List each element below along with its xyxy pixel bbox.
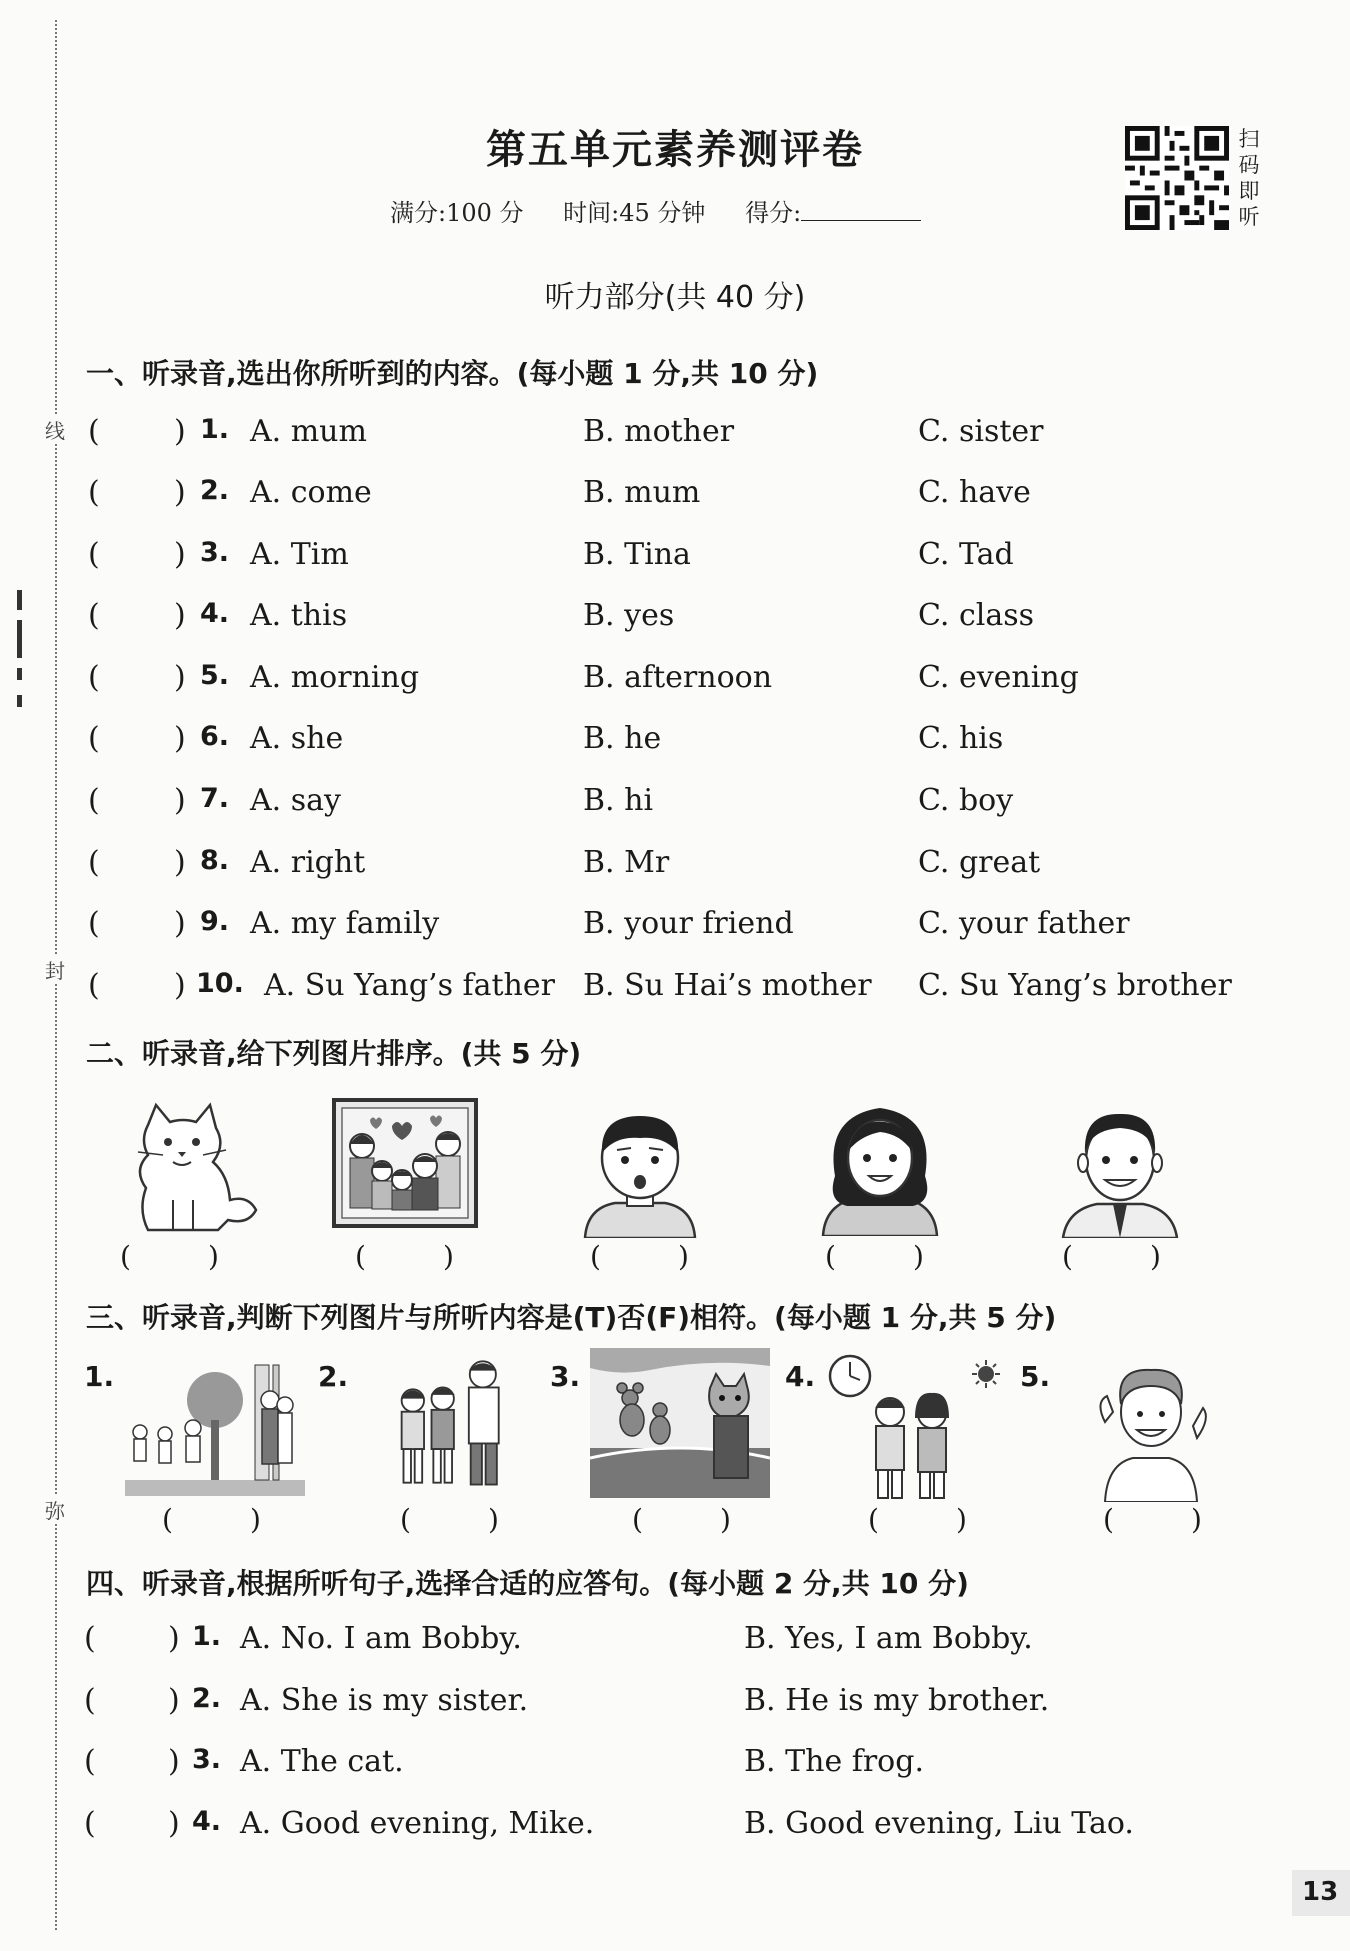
qr-label-char: 码 (1238, 153, 1260, 177)
section3-title: 三、听录音,判断下列图片与所听内容是(T)否(F)相符。(每小题 1 分,共 5 分) (86, 1301, 1057, 1334)
question-number: 1. (200, 414, 230, 445)
option-a: A. Good evening, Mike. (240, 1806, 595, 1841)
question-number: 3. (192, 1744, 222, 1775)
question-number: 4. (192, 1806, 222, 1837)
option-c: C. boy (918, 783, 1014, 818)
section2-title: 二、听录音,给下列图片排序。(共 5 分) (86, 1037, 582, 1070)
question-number: 10. (196, 968, 244, 999)
qr-code-icon[interactable] (1125, 126, 1229, 230)
option-b: B. mum (583, 475, 701, 510)
exam-page: 线 封 弥 第五单元素养测评卷 满分:100 分 时间:45 分钟 得分: 扫 码 即 听 听力部分(共 40 分) 一、听录音,选出你所听到的内容。(每小题 1 分,共 10 分) ( ) 1. A. mum B. mother C. sister ( ) 2. A. come B. mum C. have ( ) 3. A. Tim B. Tina C. Tad ( ) 4. A. this B. yes C. class ( ) 5. A. morning B. afternoon C. evening ( ) 6. A. she B. he C. his ( ) 7. A. say B. hi C. boy ( ) 8. A. right B. Mr C. great ( ) 9. A. my family B. your friend C. your father ( ) 10. A. Su Yang’s father B. Su Hai’s mother C. Su Yang’s brother 二、听录音,给下列图片排序。(共 5 分) ( ) ( ) ( ) ( ) ( ) 三、听录音,判断下列图片与所听内容是(T)否(F)相符。(每小题 1 分,共 5 分) 1. 2. 3. 4. 5. ( ) ( ) ( ) ( ) ( ) 四、听录音,根据所听句子,选择合适的应答句。(每小题 2 分,共 10 分) ( ) 1. A. No. I am Bobby. B. Yes, I am Bobby. ( ) 2. A. She is my sister. B. He is my brother. ( ) 3. A. The cat. B. The frog. ( ) 4. A. Good evening, Mike. B. Good evening, Liu Tao. 13 (0, 0, 1350, 1951)
option-b: B. He is my brother. (744, 1683, 1050, 1718)
cat-picture (118, 1100, 268, 1240)
option-a: A. come (250, 475, 372, 510)
family-photo-picture (330, 1096, 480, 1236)
option-a: A. mum (250, 414, 367, 449)
question-number: 7. (200, 783, 230, 814)
answer-blank[interactable]: ( ) (400, 1503, 499, 1536)
question-number: 3. (200, 537, 230, 568)
binding-mark (17, 668, 22, 680)
qr-label-char: 听 (1238, 205, 1260, 229)
option-a: A. this (250, 598, 348, 633)
answer-blank[interactable]: ( ) (1062, 1240, 1161, 1273)
option-a: A. say (250, 783, 341, 818)
option-c: C. have (918, 475, 1031, 510)
question-number: 4. (785, 1360, 816, 1393)
question-number: 4. (200, 598, 230, 629)
qr-label (1236, 126, 1262, 230)
qr-label-char: 扫 (1238, 127, 1260, 151)
option-a: A. my family (250, 906, 440, 941)
binding-char-xian: 线 (40, 415, 70, 444)
option-b: B. he (583, 721, 662, 756)
boy-picture (565, 1098, 715, 1238)
option-c: C. your father (918, 906, 1130, 941)
binding-char-mi: 弥 (40, 1495, 70, 1524)
option-c: C. Tad (918, 537, 1014, 572)
section4-title: 四、听录音,根据所听句子,选择合适的应答句。(每小题 2 分,共 10 分) (86, 1567, 969, 1600)
option-b: B. Good evening, Liu Tao. (744, 1806, 1134, 1841)
question-number: 5. (1020, 1360, 1051, 1393)
option-b: B. mother (583, 414, 735, 449)
option-c: C. his (918, 721, 1004, 756)
option-a: A. She is my sister. (240, 1683, 529, 1718)
answer-blank[interactable]: ( ) (590, 1240, 689, 1273)
option-c: C. Su Yang’s brother (918, 968, 1232, 1003)
option-a: A. Tim (250, 537, 349, 572)
section1-title: 一、听录音,选出你所听到的内容。(每小题 1 分,共 10 分) (86, 357, 819, 390)
answer-blank[interactable]: ( ) (355, 1240, 454, 1273)
option-a: A. No. I am Bobby. (240, 1621, 522, 1656)
option-b: B. The frog. (744, 1744, 924, 1779)
option-c: C. sister (918, 414, 1044, 449)
option-a: A. right (250, 845, 366, 880)
option-a: A. she (250, 721, 344, 756)
answer-blank[interactable]: ( ) (868, 1503, 967, 1536)
school-scene-picture (125, 1360, 305, 1500)
binding-mark (17, 695, 22, 707)
animals-scene-picture (590, 1348, 770, 1498)
three-people-picture (380, 1352, 525, 1492)
waving-boy-picture (1085, 1352, 1215, 1502)
man-picture (1045, 1098, 1195, 1238)
question-number: 8. (200, 845, 230, 876)
option-b: B. yes (583, 598, 675, 633)
option-c: C. evening (918, 660, 1079, 695)
option-b: B. afternoon (583, 660, 773, 695)
question-number: 2. (192, 1683, 222, 1714)
answer-blank[interactable]: ( ) (120, 1240, 219, 1273)
question-number: 3. (550, 1360, 581, 1393)
answer-blank[interactable]: ( ) (632, 1503, 731, 1536)
question-number: 2. (200, 475, 230, 506)
option-b: B. hi (583, 783, 654, 818)
answer-blank[interactable]: ( ) (1103, 1503, 1202, 1536)
question-number: 1. (192, 1621, 222, 1652)
option-b: B. Mr (583, 845, 670, 880)
clock-kids-picture (820, 1352, 980, 1502)
question-number: 1. (84, 1360, 115, 1393)
binding-mark (17, 590, 22, 610)
option-c: C. class (918, 598, 1035, 633)
qr-label-char: 即 (1238, 179, 1260, 203)
answer-blank[interactable]: ( ) (825, 1240, 924, 1273)
option-b: B. your friend (583, 906, 794, 941)
score-label: 得分: (745, 199, 802, 227)
question-number: 6. (200, 721, 230, 752)
page-title: 第五单元素养测评卷 (486, 126, 864, 173)
score-info (390, 193, 921, 228)
option-a: A. The cat. (240, 1744, 404, 1779)
listening-part-title: 听力部分(共 40 分) (544, 280, 806, 315)
option-b: B. Su Hai’s mother (583, 968, 872, 1003)
option-c: C. great (918, 845, 1041, 880)
question-number: 5. (200, 660, 230, 691)
option-b: B. Tina (583, 537, 691, 572)
option-a: A. Su Yang’s father (264, 968, 555, 1003)
option-a: A. morning (250, 660, 420, 695)
binding-mark (17, 620, 22, 658)
score-blank[interactable] (801, 220, 921, 221)
answer-blank[interactable]: ( ) (162, 1503, 261, 1536)
question-number: 2. (318, 1360, 349, 1393)
question-number: 9. (200, 906, 230, 937)
sun-icon (972, 1360, 1000, 1388)
option-b: B. Yes, I am Bobby. (744, 1621, 1033, 1656)
time-limit: 时间:45 分钟 (563, 199, 706, 227)
page-number: 13 (1302, 1877, 1339, 1907)
woman-picture (805, 1096, 955, 1236)
full-score: 满分:100 分 (390, 199, 524, 227)
binding-char-feng: 封 (40, 955, 70, 984)
